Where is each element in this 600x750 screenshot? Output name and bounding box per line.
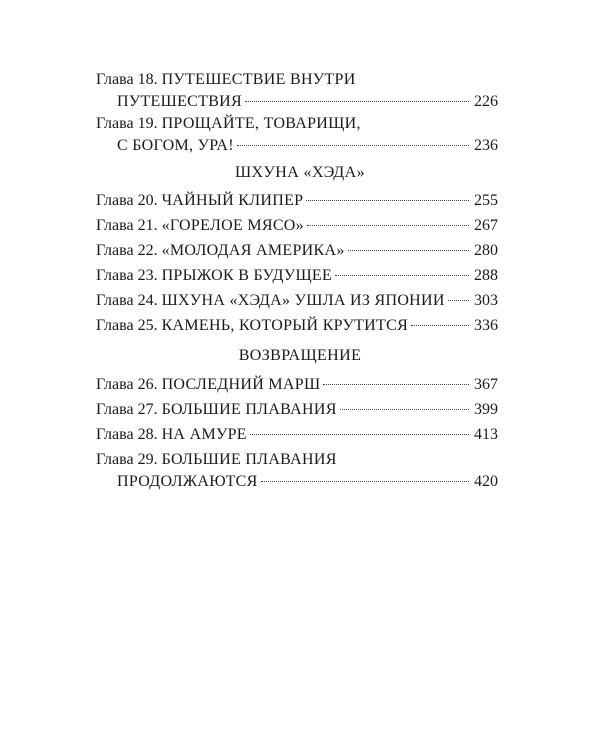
section-heading: ВОЗВРАЩЕНИЕ: [238, 347, 362, 364]
toc-entry-line: [96, 190, 498, 212]
toc-entry-ch21[interactable]: [96, 215, 498, 237]
chapter-number: Глава 26.: [96, 376, 158, 393]
dot-leader: [348, 250, 469, 251]
toc-entry-ch28[interactable]: [96, 424, 498, 446]
chapter-title-continued: ПУТЕШЕСТВИЯ: [117, 93, 242, 110]
toc-entry-ch22[interactable]: [96, 240, 498, 262]
dot-leader: [307, 225, 469, 226]
toc-entry-line: [96, 449, 498, 471]
chapter-title: ПРЫЖОК В БУДУЩЕЕ: [161, 267, 333, 284]
toc-entry-line: [96, 135, 498, 157]
toc-entry-line: [96, 374, 498, 396]
page-number: 367: [474, 376, 498, 393]
toc-entry-ch20[interactable]: [96, 190, 498, 212]
dot-leader: [261, 481, 469, 482]
chapter-number: Глава 25.: [96, 317, 158, 334]
chapter-number: Глава 18.: [96, 71, 158, 88]
chapter-title: НА АМУРЕ: [161, 426, 247, 443]
toc-entry-ch25[interactable]: [96, 315, 498, 337]
chapter-number: Глава 28.: [96, 426, 158, 443]
dot-leader: [340, 409, 469, 410]
toc-entry-line: [96, 315, 498, 337]
dot-leader: [306, 200, 469, 201]
dot-leader: [448, 300, 469, 301]
dot-leader: [323, 384, 469, 385]
toc-entry-line: [96, 290, 498, 312]
toc-entry-ch23[interactable]: [96, 265, 498, 287]
chapter-title: БОЛЬШИЕ ПЛАВАНИЯ: [161, 401, 337, 418]
chapter-title: БОЛЬШИЕ ПЛАВАНИЯ: [161, 451, 337, 468]
dot-leader: [237, 145, 469, 146]
page-number: 288: [474, 267, 498, 284]
toc-entry-line: [96, 215, 498, 237]
chapter-title-continued: С БОГОМ, УРА!: [117, 137, 234, 154]
chapter-title: «МОЛОДАЯ АМЕРИКА»: [161, 242, 345, 259]
toc-entry-line: [96, 399, 498, 421]
page-number: 280: [474, 242, 498, 259]
toc-entry-line: [96, 113, 498, 135]
toc-entry-ch26[interactable]: [96, 374, 498, 396]
chapter-number: Глава 19.: [96, 115, 158, 132]
page-number: 413: [474, 426, 498, 443]
chapter-number: Глава 29.: [96, 451, 158, 468]
chapter-number: Глава 27.: [96, 401, 158, 418]
chapter-title: ПОСЛЕДНИЙ МАРШ: [161, 376, 321, 393]
page-number: 255: [474, 192, 498, 209]
toc-entry-line: [96, 424, 498, 446]
chapter-title-continued: ПРОДОЛЖАЮТСЯ: [117, 473, 258, 490]
section-heading: ШХУНА «ХЭДА»: [235, 164, 365, 181]
chapter-title: КАМЕНЬ, КОТОРЫЙ КРУТИТСЯ: [161, 317, 409, 334]
page-number: 236: [474, 137, 498, 154]
page-number: 399: [474, 401, 498, 418]
chapter-title: ШХУНА «ХЭДА» УШЛА ИЗ ЯПОНИИ: [161, 292, 445, 309]
toc-entry-ch27[interactable]: [96, 399, 498, 421]
toc-entry-line: [96, 471, 498, 493]
chapter-title: ЧАЙНЫЙ КЛИПЕР: [161, 192, 304, 209]
toc-entry-ch18[interactable]: [96, 69, 498, 113]
dot-leader: [250, 434, 469, 435]
chapter-number: Глава 23.: [96, 267, 158, 284]
chapter-title: ПУТЕШЕСТВИЕ ВНУТРИ: [161, 71, 356, 88]
page-number: 226: [474, 93, 498, 110]
toc-entry-ch24[interactable]: [96, 290, 498, 312]
dot-leader: [245, 101, 469, 102]
chapter-number: Глава 22.: [96, 242, 158, 259]
toc-entry-line: [96, 91, 498, 113]
toc-entry-line: [96, 240, 498, 262]
toc-entry-line: [96, 69, 498, 91]
chapter-title: ПРОЩАЙТЕ, ТОВАРИЩИ,: [161, 115, 361, 132]
dot-leader: [411, 325, 469, 326]
chapter-number: Глава 21.: [96, 217, 158, 234]
page-number: 336: [474, 317, 498, 334]
toc-entry-line: [96, 265, 498, 287]
page-number: 267: [474, 217, 498, 234]
toc-entry-ch19[interactable]: [96, 113, 498, 157]
chapter-title: «ГОРЕЛОЕ МЯСО»: [161, 217, 304, 234]
page-number: 303: [474, 292, 498, 309]
chapter-number: Глава 20.: [96, 192, 158, 209]
toc-entry-ch29[interactable]: [96, 449, 498, 493]
page-number: 420: [474, 473, 498, 490]
dot-leader: [335, 275, 469, 276]
chapter-number: Глава 24.: [96, 292, 158, 309]
